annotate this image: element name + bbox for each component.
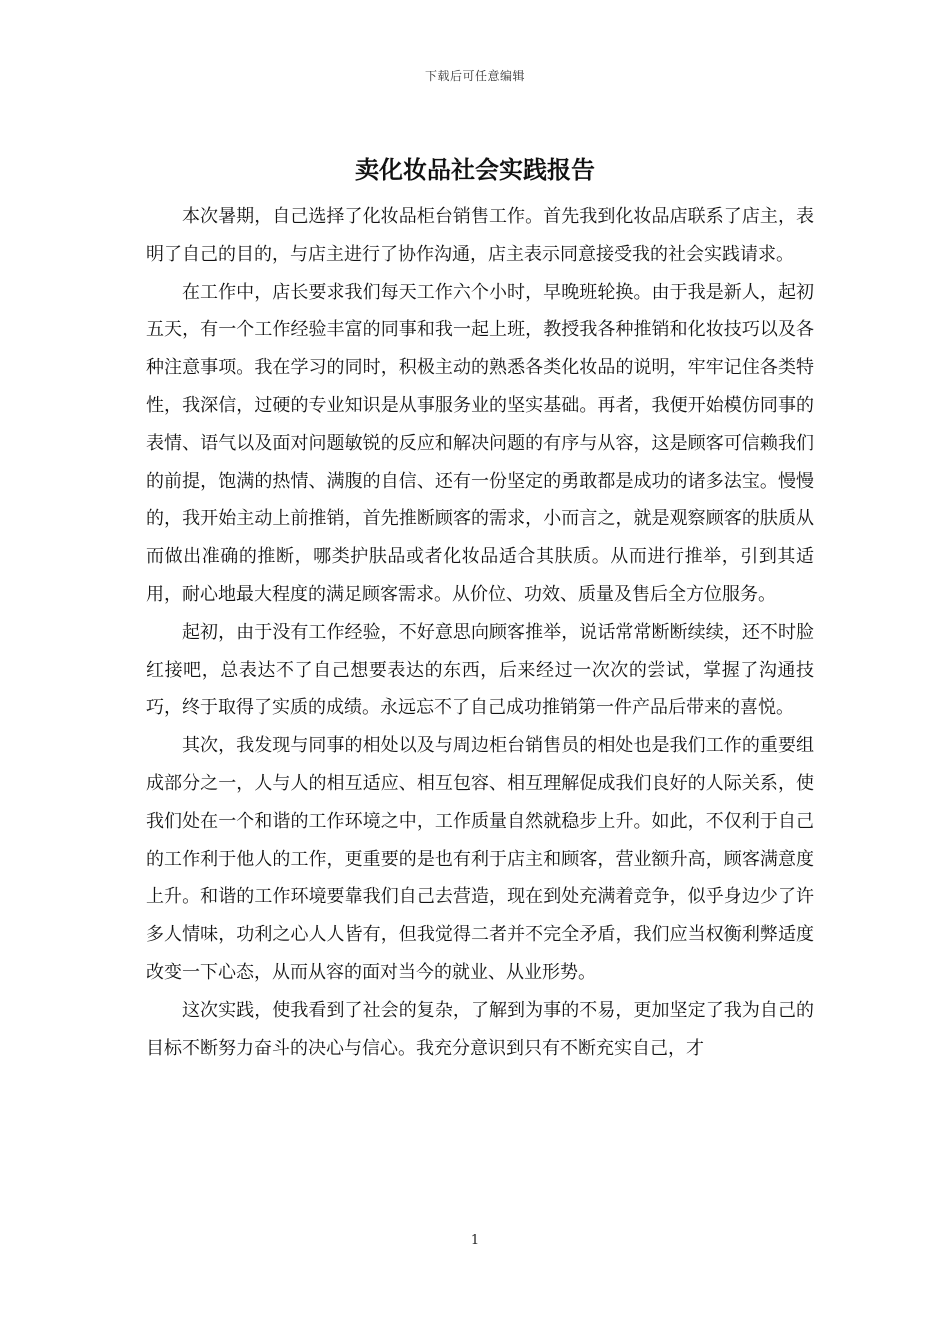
document-title: 卖化妆品社会实践报告 <box>355 155 595 184</box>
document-body <box>146 198 814 1067</box>
paragraph: 这次实践，使我看到了社会的复杂，了解到为事的不易，更加坚定了我为自己的目标不断努力奋斗的决心与信心。我充分意识到只有不断充实自己，才 <box>146 999 814 1059</box>
page-number: 1 <box>470 1233 480 1248</box>
header-note: 下载后可任意编辑 <box>424 69 525 83</box>
paragraph: 在工作中，店长要求我们每天工作六个小时，早晚班轮换。由于我是新人，起初五天，有一个工作经验丰富的同事和我一起上班，教授我各种推销和化妆技巧以及各种注意事项。我在学习的同时，积极主动的熟悉各类化妆品的说明，牢牢记住各类特性，我深信，过硬的专业知识是从事服务业的坚实基础。再者，我便开始模仿同事的表情、语气以及面对问题敏锐的反应和解决问题的有序与从容，这是顾客可信赖我们的前提，饱满的热情、满腹的自信、还有一份坚定的勇敢都是成功的诸多法宝。慢慢的，我开始主动上前推销，首先推断顾客的需求，小而言之，就是观察顾客的肤质从而做出准确的推断，哪类护肤品或者化妆品适合其肤质。从而进行推举，引到其适用，耐心地最大程度的满足顾客需求。从价位、功效、质量及售后全方位服务。 <box>146 281 814 605</box>
paragraph: 本次暑期，自己选择了化妆品柜台销售工作。首先我到化妆品店联系了店主，表明了自己的目的，与店主进行了协作沟通，店主表示同意接受我的社会实践请求。 <box>146 206 814 265</box>
paragraph: 起初，由于没有工作经验，不好意思向顾客推举，说话常常断断续续，还不时脸红接吧，总表达不了自己想要表达的东西，后来经过一次次的尝试，掌握了沟通技巧，终于取得了实质的成绩。永远忘不了自己成功推销第一件产品后带来的喜悦。 <box>146 621 814 719</box>
paragraph: 其次，我发现与同事的相处以及与周边柜台销售员的相处也是我们工作的重要组成部分之一，人与人的相互适应、相互包容、相互理解促成我们良好的人际关系，使我们处在一个和谐的工作环境之中，工作质量自然就稳步上升。如此，不仅利于自己的工作利于他人的工作，更重要的是也有利于店主和顾客，营业额升高，顾客满意度上升。和谐的工作环境要靠我们自己去营造，现在到处充满着竞争，似乎身边少了许多人情味，功利之心人人皆有，但我觉得二者并不完全矛盾，我们应当权衡利弊适度改变一下心态，从而从容的面对当今的就业、从业形势。 <box>146 735 814 983</box>
